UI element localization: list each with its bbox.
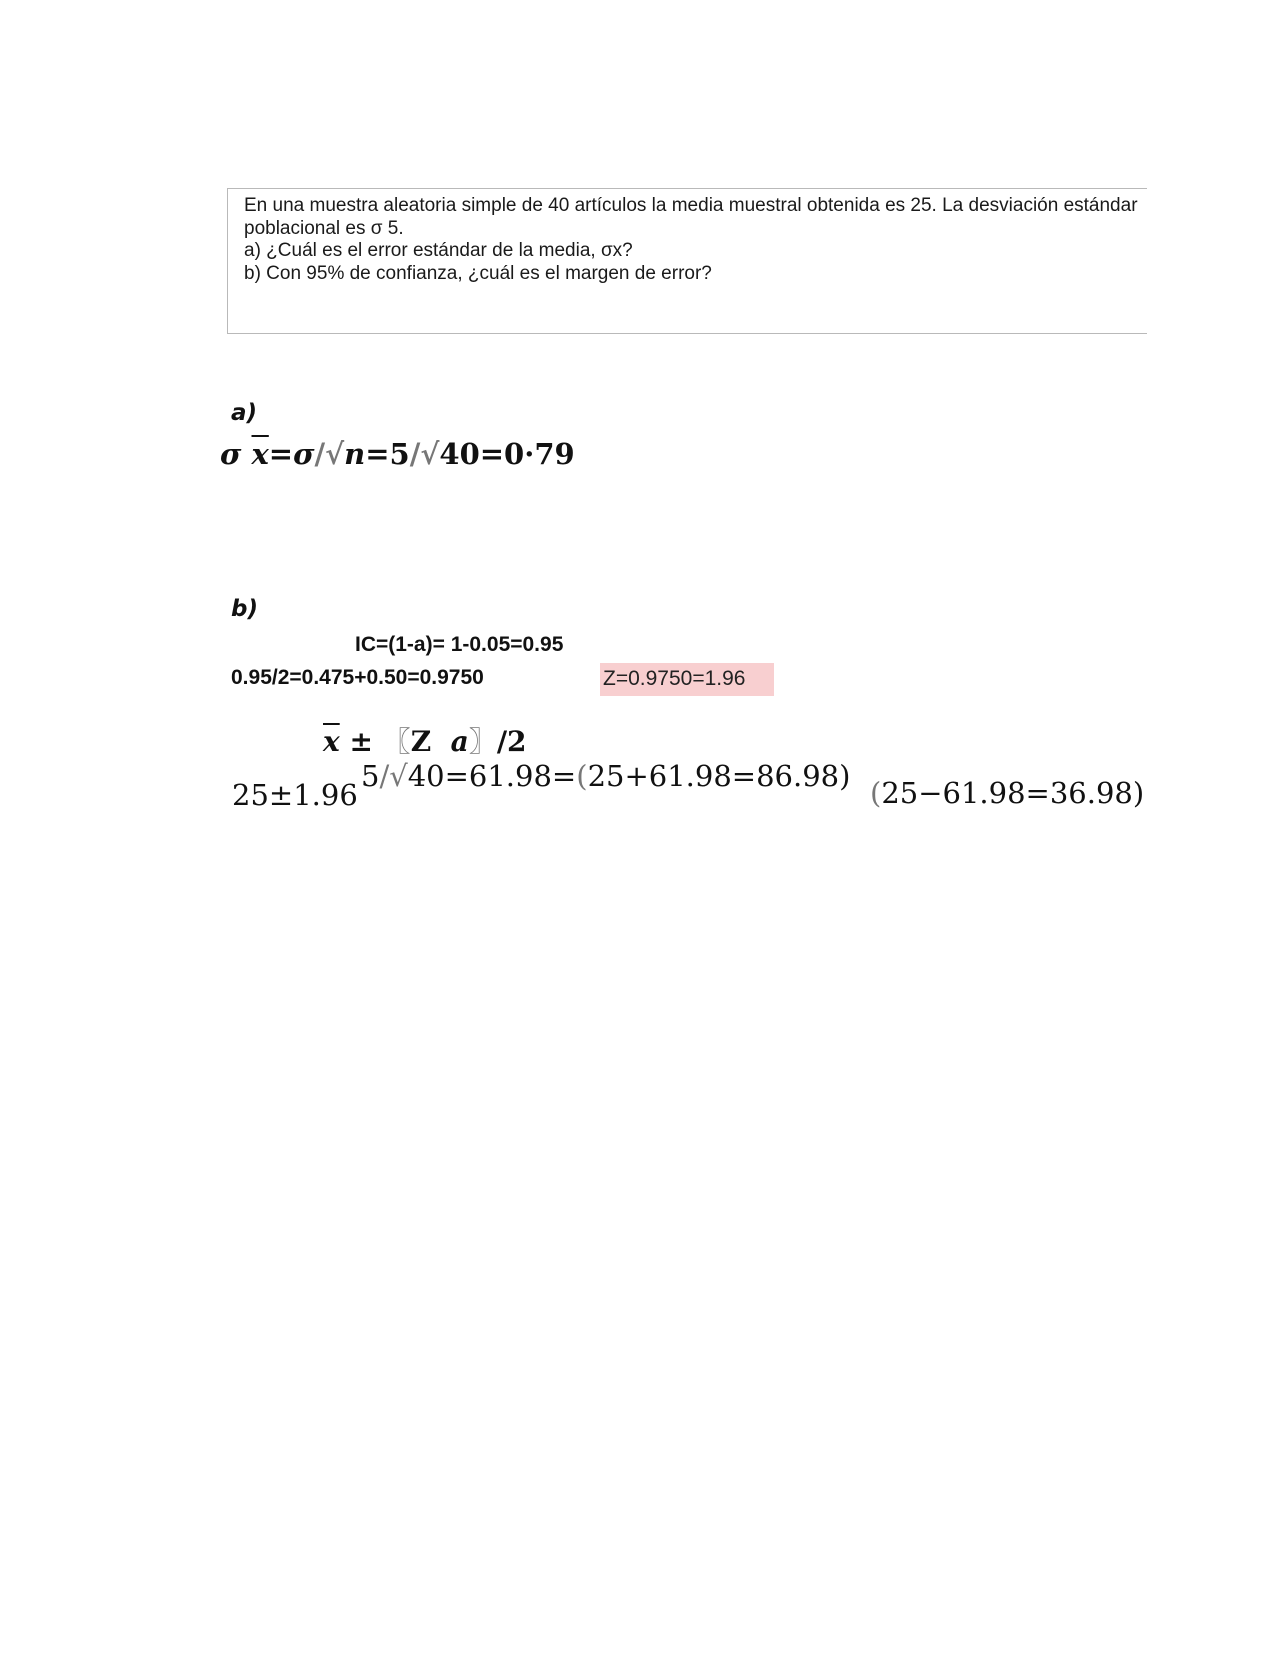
problem-line-4: b) Con 95% de confianza, ¿cuál es el margen de error? (244, 262, 712, 284)
problem-line-1: En una muestra aleatoria simple de 40 artículos la media muestral obtenida es 25. La desviación estándar (244, 195, 1138, 216)
problem-line-3: a) ¿Cuál es el error estándar de la media, σx? (244, 240, 633, 261)
formula-equals-5: =5 (365, 437, 410, 471)
formula-slash-sqrt-2: /√ (409, 437, 440, 471)
formula-sigma-2: σ (293, 437, 315, 471)
calc-sup-sum: 25+61.98=86.98) (587, 759, 851, 793)
z-value-text: Z=0.9750=1.96 (603, 667, 746, 690)
confidence-interval-formula (323, 720, 527, 760)
z-value-cell (600, 663, 774, 696)
formula-n: n (344, 437, 366, 471)
formula-slash-sqrt: /√ (314, 437, 345, 471)
calc-sup-paren: ( (576, 759, 588, 793)
problem-statement-box (227, 188, 1147, 334)
standard-error-formula (220, 437, 575, 471)
ci-z: Z (410, 725, 432, 758)
half-area-line: 0.95/2=0.475+0.50=0.9750 (231, 666, 484, 689)
ci-open-bracket: 〖 (382, 725, 411, 758)
part-a-label: a) (231, 400, 258, 426)
formula-x-bar: $\overline{x}$ (251, 437, 269, 471)
ci-close-bracket: 〗 (468, 725, 497, 758)
ci-a: a (450, 725, 469, 758)
calc-base: 25±1.96 (232, 778, 358, 812)
calc-lower-text: 25−61.98=36.98) (881, 776, 1145, 810)
ci-plus-minus: ± (349, 725, 373, 758)
problem-line-2: poblacional es σ 5. (244, 217, 404, 239)
calc-sup-slash-sqrt: /√ (379, 759, 408, 793)
formula-result: 40=0·79 (439, 437, 575, 471)
ci-x-bar: $\overline{x}$ (323, 725, 340, 758)
calc-upper (361, 759, 850, 793)
confidence-level-line: IC=(1-a)= 1-0.05=0.95 (355, 633, 564, 656)
ci-half: /2 (496, 725, 527, 758)
calc-sup-rest: 40=61.98= (407, 759, 577, 793)
calc-lower-paren: ( (870, 776, 882, 810)
formula-sigma: σ (220, 437, 242, 471)
problem-text (244, 195, 1138, 285)
formula-equals: = (268, 437, 294, 471)
part-b-label: b) (231, 596, 258, 622)
calc-sup-5: 5 (361, 759, 380, 793)
calc-lower-bound (870, 776, 1144, 810)
